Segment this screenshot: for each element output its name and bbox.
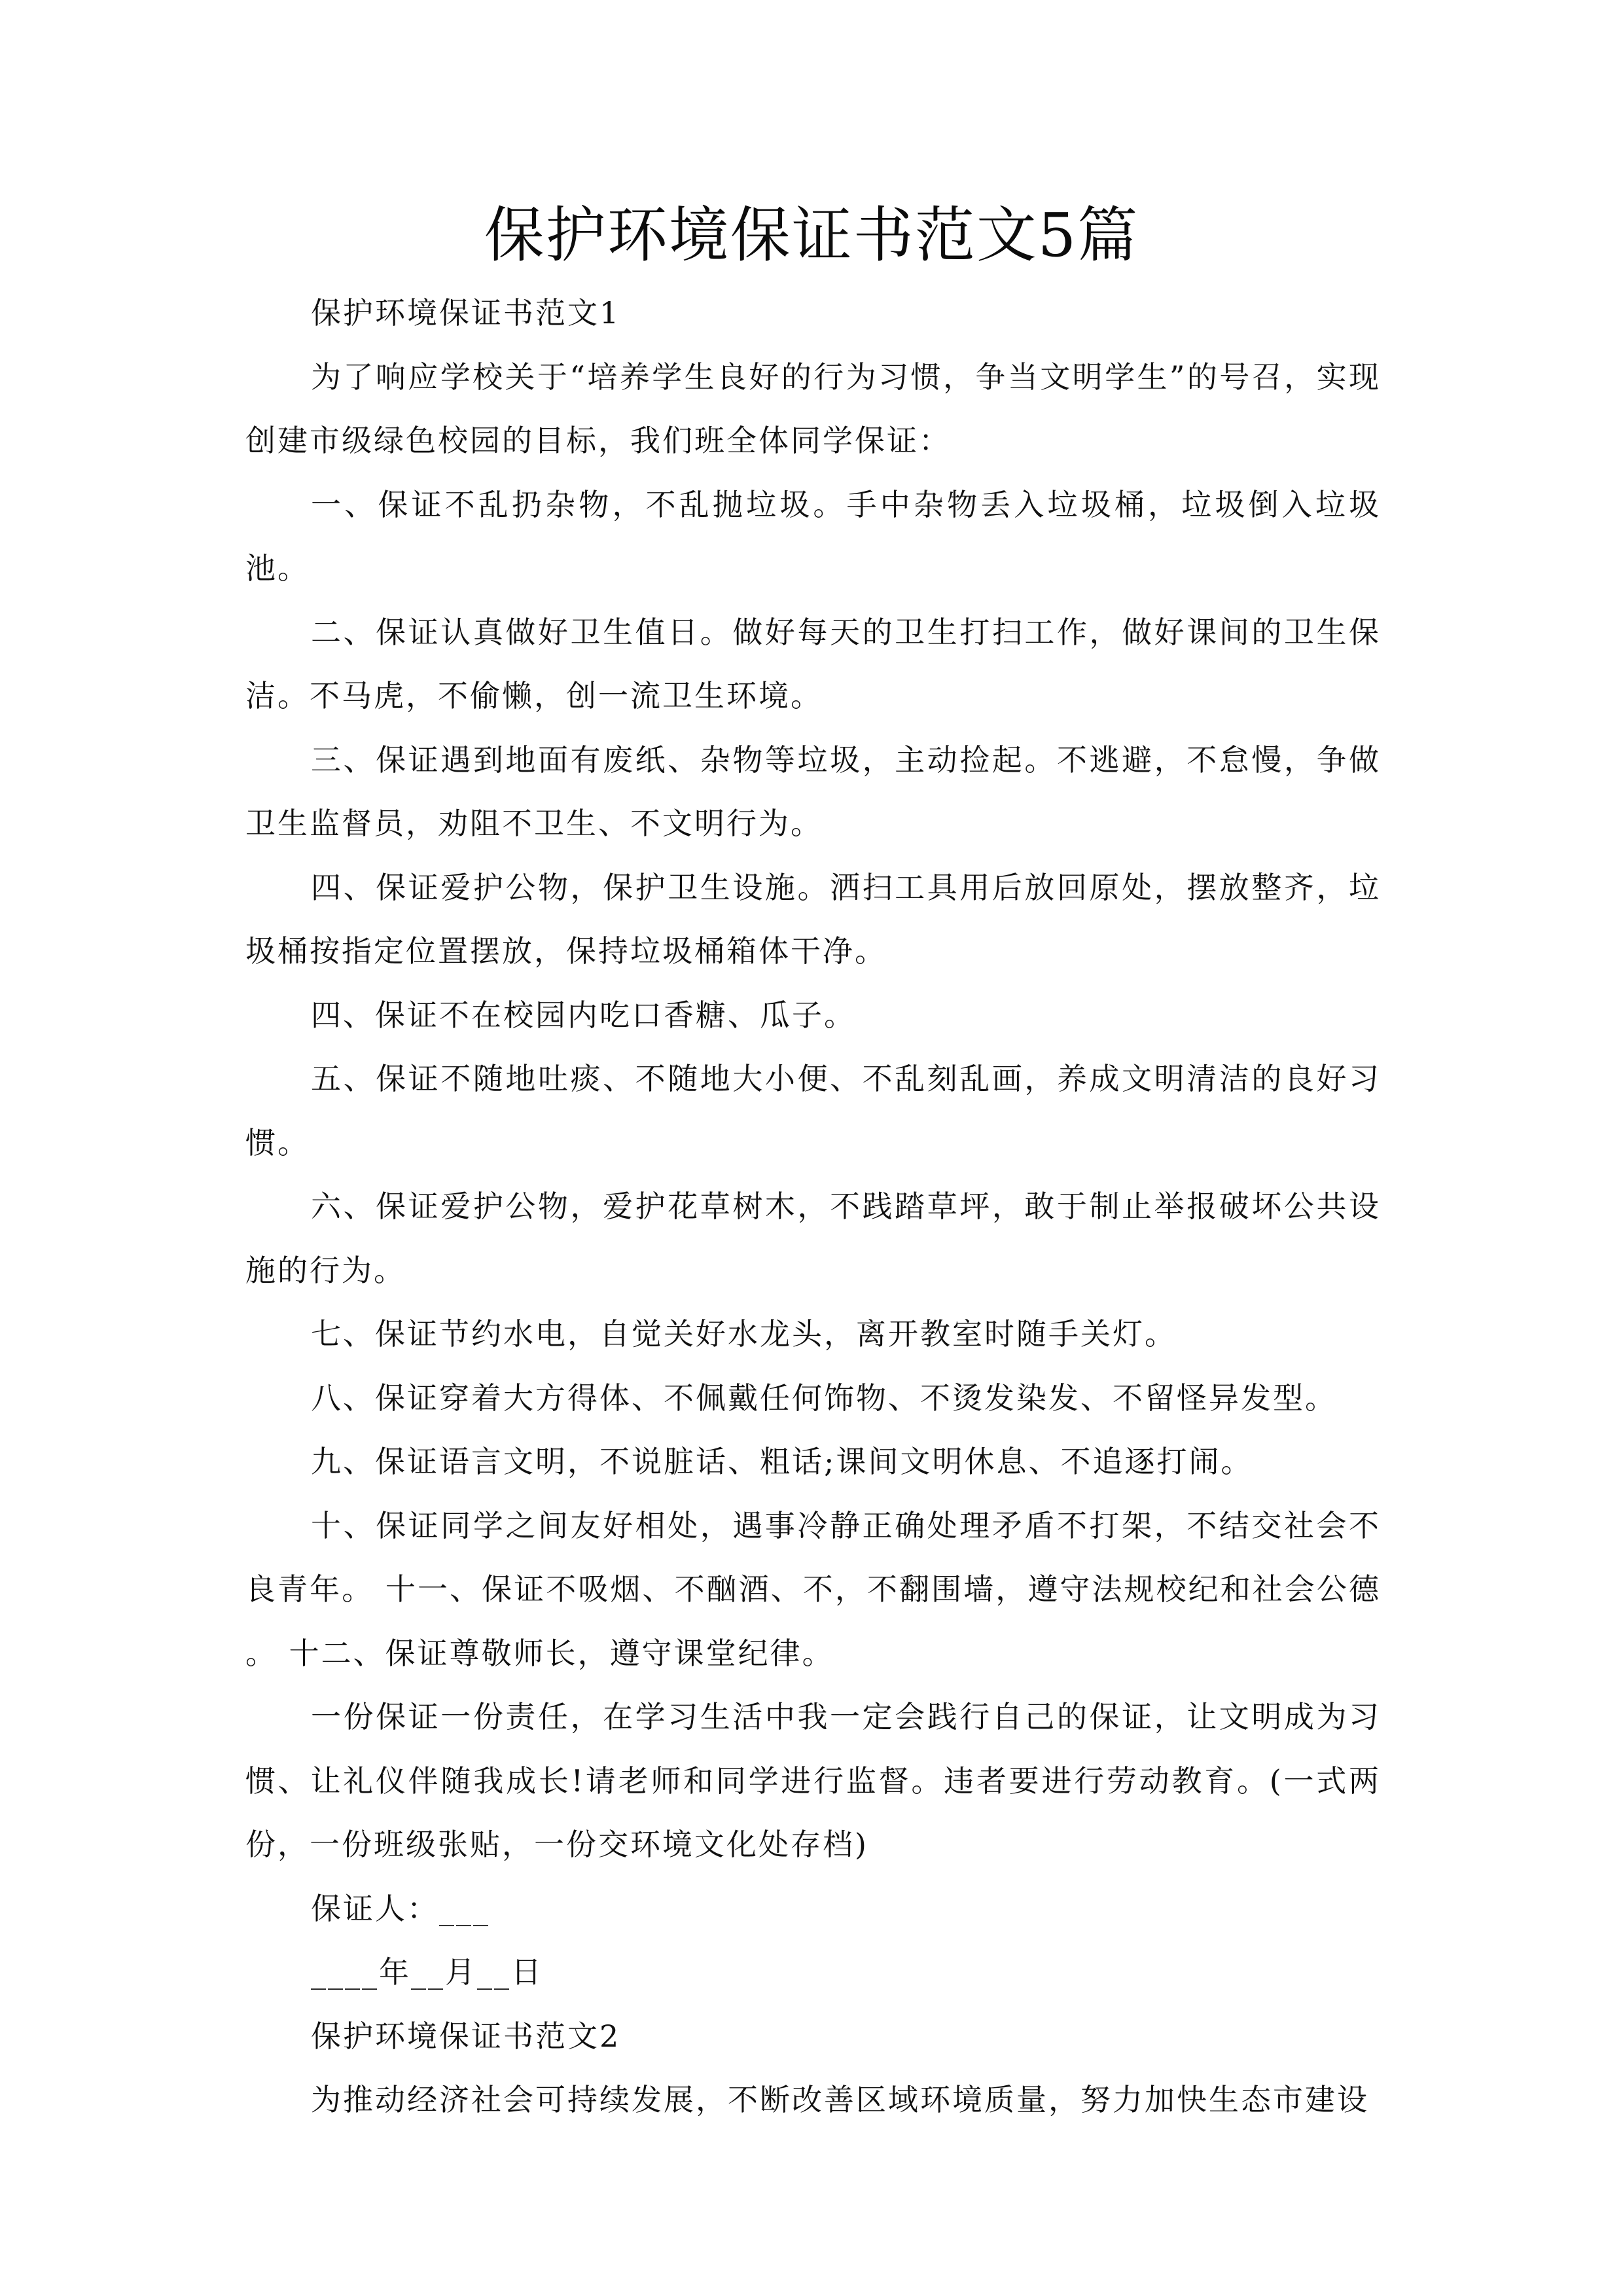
date-line: ____年__月__日: [311, 1954, 543, 1990]
section-heading-1: 保护环境保证书范文1: [311, 295, 621, 331]
document-body: [245, 281, 1381, 2132]
section-2-intro: 为推动经济社会可持续发展，不断改善区域环境质量，努力加快生态市建设: [311, 2082, 1369, 2117]
pledge-item-4a: 四、保证爱护公物，保护卫生设施。洒扫工具用后放回原处，摆放整齐，垃圾桶按指定位置摆放，保持垃圾桶箱体干净。: [245, 869, 1381, 969]
pledge-item-1: 一、保证不乱扔杂物，不乱抛垃圾。手中杂物丢入垃圾桶，垃圾倒入垃圾池。: [245, 486, 1381, 586]
document-title: 保护环境保证书范文5篇: [484, 200, 1139, 270]
signer-line: 保证人：___: [311, 1890, 490, 1926]
intro-paragraph: 为了响应学校关于“培养学生良好的行为习惯，争当文明学生”的号召，实现创建市级绿色校园的目标，我们班全体同学保证：: [245, 359, 1381, 458]
pledge-item-4b: 四、保证不在校园内吃口香糖、瓜子。: [311, 997, 856, 1033]
pledge-item-5: 五、保证不随地吐痰、不随地大小便、不乱刻乱画，养成文明清洁的良好习惯。: [245, 1061, 1381, 1160]
pledge-item-10-12: 十、保证同学之间友好相处，遇事冷静正确处理矛盾不打架，不结交社会不良青年。 十一、保证不吸烟、不酗酒、不，不翻围墙，遵守法规校纪和社会公德 。 十二、保证尊敬师长，遵守课堂纪律。: [245, 1507, 1381, 1671]
pledge-item-3: 三、保证遇到地面有废纸、杂物等垃圾，主动捡起。不逃避，不怠慢，争做卫生监督员，劝阻不卫生、不文明行为。: [245, 742, 1381, 841]
pledge-item-2: 二、保证认真做好卫生值日。做好每天的卫生打扫工作，做好课间的卫生保洁。不马虎，不偷懒，创一流卫生环境。: [245, 614, 1381, 713]
pledge-item-6: 六、保证爱护公物，爱护花草树木，不践踏草坪，敢于制止举报破坏公共设施的行为。: [245, 1189, 1381, 1288]
pledge-item-7: 七、保证节约水电，自觉关好水龙头，离开教室时随手关灯。: [311, 1316, 1177, 1352]
closing-paragraph: 一份保证一份责任，在学习生活中我一定会践行自己的保证，让文明成为习惯、让礼仪伴随我成长!请老师和同学进行监督。违者要进行劳动教育。(一式两份，一份班级张贴，一份交环境文化处存档): [245, 1699, 1381, 1862]
pledge-item-9: 九、保证语言文明，不说脏话、粗话;课间文明休息、不追逐打闹。: [311, 1444, 1253, 1479]
pledge-item-8: 八、保证穿着大方得体、不佩戴任何饰物、不烫发染发、不留怪异发型。: [311, 1380, 1337, 1416]
section-heading-2: 保护环境保证书范文2: [311, 2018, 621, 2054]
